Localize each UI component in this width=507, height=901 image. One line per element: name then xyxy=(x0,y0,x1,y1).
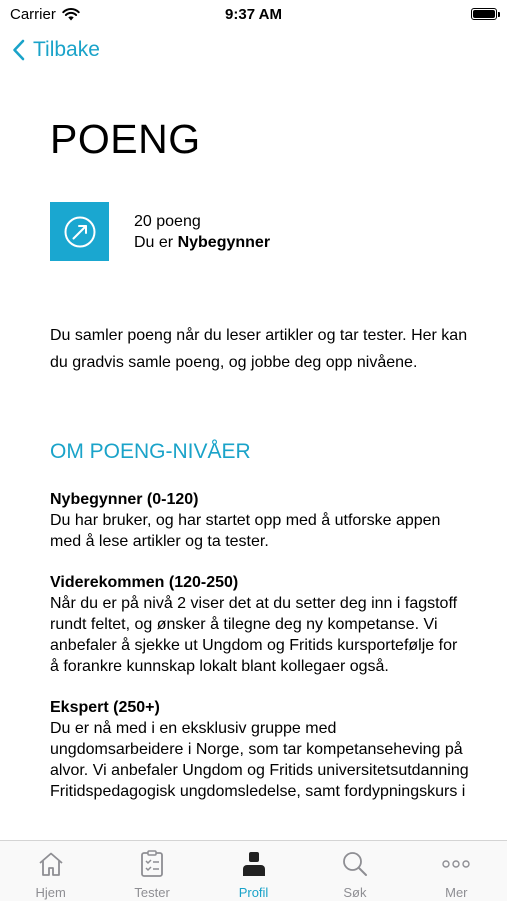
battery-icon xyxy=(471,8,497,20)
status-time: 9:37 AM xyxy=(225,6,282,23)
points-amount: 20 poeng xyxy=(134,212,201,230)
checklist-icon xyxy=(139,850,165,878)
profile-icon xyxy=(241,850,267,878)
carrier-label: Carrier xyxy=(10,6,56,23)
level-item xyxy=(50,489,470,552)
points-summary xyxy=(50,202,270,261)
levels-list xyxy=(50,489,470,822)
points-level-name: Nybegynner xyxy=(177,233,271,251)
tab-label: Mer xyxy=(445,885,468,900)
level-description: Du er nå med i en eksklusiv gruppe med ungdomsarbeidere i Norge, som tar kompetanseheving på alvor. Vi anbefaler Ungdom og Fritids universitetsutdanning Fritidspedagogisk ungdomsledelse, samt fordypningskurs i xyxy=(50,720,469,800)
tab-label: Søk xyxy=(343,885,367,900)
points-tile xyxy=(50,202,109,261)
tab-label: Tester xyxy=(134,885,170,900)
tab-mer[interactable] xyxy=(406,841,507,901)
status-bar xyxy=(0,0,507,28)
level-name: Nybegynner (0-120) xyxy=(50,491,199,508)
points-level-line xyxy=(134,232,270,253)
trending-up-icon xyxy=(63,215,97,249)
level-name: Ekspert (250+) xyxy=(50,699,160,716)
level-item xyxy=(50,572,470,677)
tab-label: Profil xyxy=(238,885,269,900)
tab-label: Hjem xyxy=(35,885,66,900)
level-description: Du har bruker, og har startet opp med å utforske appen med å lese artikler og ta tester. xyxy=(50,512,441,550)
tab-profil[interactable] xyxy=(203,841,304,901)
back-label: Tilbake xyxy=(33,38,100,61)
more-icon xyxy=(442,859,470,869)
intro-text: Du samler poeng når du leser artikler og tar tester. Her kan du gradvis samle poeng, og jobbe deg opp nivåene. xyxy=(50,327,468,371)
level-name: Viderekommen (120-250) xyxy=(50,574,239,591)
search-icon xyxy=(341,850,369,878)
tab-tester[interactable] xyxy=(101,841,202,901)
level-item xyxy=(50,697,470,802)
chevron-left-icon xyxy=(12,39,25,61)
tab-hjem[interactable] xyxy=(0,841,101,901)
points-level-prefix: Du er xyxy=(134,233,174,251)
points-text xyxy=(134,211,270,253)
tab-bar xyxy=(0,840,507,901)
levels-heading: OM POENG-NIVÅER xyxy=(50,440,251,463)
page-title: POENG xyxy=(50,116,201,162)
home-icon xyxy=(37,851,65,877)
back-button[interactable] xyxy=(12,38,100,62)
level-description: Når du er på nivå 2 viser det at du setter deg inn i fagstoff rundt feltet, og ønsker å tilegne deg ny kompetanse. Vi anbefaler å sjekke ut Ungdom og Fritids kursportefølje for å forankre kunnskap lokalt blant kollegaer også. xyxy=(50,595,458,675)
tab-sok[interactable] xyxy=(304,841,405,901)
